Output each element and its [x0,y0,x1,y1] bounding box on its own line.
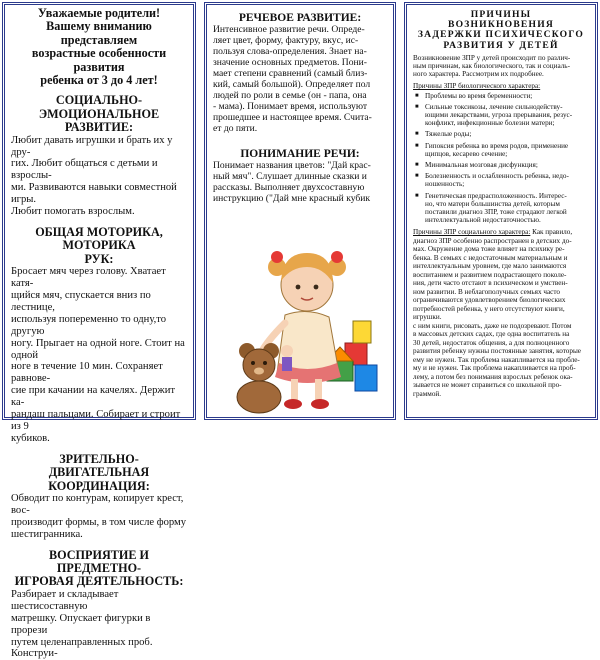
doll-head [281,345,293,357]
list-item: ■ Гипоксия ребенка во время родов, применение щипцов, кесарево сечение; [425,142,589,158]
section-heading: ВОСПРИЯТИЕ И ПРЕДМЕТНО- ИГРОВАЯ ДЕЯТЕЛЬНОСТЬ: [14,547,184,589]
understanding-heading: ПОНИМАНИЕ РЕЧИ: [240,148,360,160]
section-text: Бросает мяч через голову. Хватает катя- щийся мяч, спускается вниз по лестнице, используя попеременно то одну,то другую ногу. Прыгает на одной ноге. Стоит на одной ноге в течение 10 мин. Сохраняет равнове- сие при качании на качелях. Держит ка- рандаш пальцами. Собирает и строит из 9 кубиков. [11,266,185,444]
hair-bow [331,251,343,263]
girl-shoe [284,399,302,409]
girl-eye [314,285,319,290]
panel-speech [204,2,396,420]
list-item: ■ Болезненность и ослабленность ребенка, недо- ношенность; [425,172,589,188]
doll-body [282,357,292,371]
girl-shoe [311,399,329,409]
list-item: ■ Генетическая предрасположенность. Интерес- но, что матери большинства детей, которым поставили диагноз ЗПР, тоже страдают легкой интеллектуальной недостаточностью. [425,192,589,225]
list-item: ■ Тяжелые роды; [425,130,589,138]
social-text: Причины ЗПР социального характера: Как правило, диагноз ЗПР особенно распространен в детских до- мах. Окружение дома тоже влияет на психику ре- бенка. В семьях с недостаточным материальным и интеллектуальным уровнем, где мало занимаются воспитанием и развитием подрастающего поколе- ния, дети часто отстают в психическом и умствен- ном развитии. В неблагополучных семьях часто ограничиваются удовлетворением биологических потребностей ребенка, у него отсутствуют книги, игрушки. с ним книги, рисовать, даже не подозревают. Потом в массовых детских садах, где одна воспитатель на 30 детей, недостаток общения, а для полноценного развития ребенку нужны постоянные занятия, которые ему не нужен. Так проблема накапливается на пробле- му и не нужен. Так проблема накапливается на проб- лему, а потом без понимания взрослых ребенок ока- зывается не может справиться со школьной про- граммой. [413,228,581,398]
bear-head [243,349,275,381]
girl-leg [315,379,322,401]
list-item: ■ Проблемы во время беременности; [425,92,589,100]
section-heading: ЗРИТЕЛЬНО-ДВИГАТЕЛЬНАЯ КООРДИНАЦИЯ: [48,451,150,493]
list-item: ■ Сильные токсикозы, лечение сильнодейству- ющими лекарствами, угроза прерывания, резус- конфликт, инфекционные болезни матери; [425,103,589,128]
bear-body [237,381,281,413]
social-heading: Причины ЗПР социального характера: [413,228,531,237]
bio-heading: Причины ЗПР биологического характера: [413,82,541,91]
intro-text: Возникновение ЗПР у детей происходит по различ- ным причинам, как биологического, так и социаль- ного характера. Рассмотрим их подробнее. [413,53,571,79]
section-heading: ОБЩАЯ МОТОРИКА, МОТОРИКА РУК: [35,225,163,266]
girl-with-toys-illustration [227,223,383,413]
panel-causes [404,2,598,420]
bio-list [413,92,589,225]
list-item: ■ Минимальная мозговая дисфункция; [425,161,589,169]
section-heading: СОЦИАЛЬНО-ЭМОЦИОНАЛЬНОЕ РАЗВИТИЕ: [38,93,160,135]
greeting-heading: Уважаемые родители! Вашему вниманию представляем возрастные особенности развития ребенка от 3 до 4 лет! [31,6,167,88]
hair-bow [271,251,283,263]
panel-age-features [2,2,196,660]
page-title: ПРИЧИНЫ ВОЗНИКНОВЕНИЯ ЗАДЕРЖКИ ПСИХИЧЕСКОГО РАЗВИТИЯ У ДЕТЕЙ [417,9,585,51]
speech-text: Интенсивное развитие речи. Опреде- ляет цвет, форму, фактуру, вкус, ис- пользуя слова-определения. Знает на- значение основных предметов. Пони- мает степени сравнений (самый близ- кий, самый большой). Определяет пол людей по роли в семье (он - папа, она - мама). Понимает время, используют прошедшее и настоящее время. Счита- ет до пяти. [213,24,372,134]
girl-eye [296,285,301,290]
girl-leg [291,379,298,401]
speech-heading: РЕЧЕВОЕ РАЗВИТИЕ: [238,12,362,24]
bear-eye [251,361,255,365]
section-text: Разбирает и складывает шестисоставную матрешку. Опускает фигурки в прорези путем целенаправленных проб. Конструи- [11,588,153,660]
bear-eye [263,361,267,365]
bear-snout [254,368,264,375]
section-text: Обводит по контурам, копирует крест, вос- производит формы, в том числе форму шестигранника. [11,493,187,540]
section-text: Любит давать игрушки и брать их у дру- гих. Любит общаться с детьми и взрослы- ми. Развиваются навыки совместной игры. Любит помогать взрослым. [11,134,177,218]
toy-block-blue [355,365,377,391]
toy-block-yellow [353,321,371,343]
understanding-text: Понимает названия цветов: "Дай крас- ный мяч". Слушает длинные сказки и рассказы. Выполняет двухсоставную инструкцию ("Дай мне красный кубик [213,160,371,204]
